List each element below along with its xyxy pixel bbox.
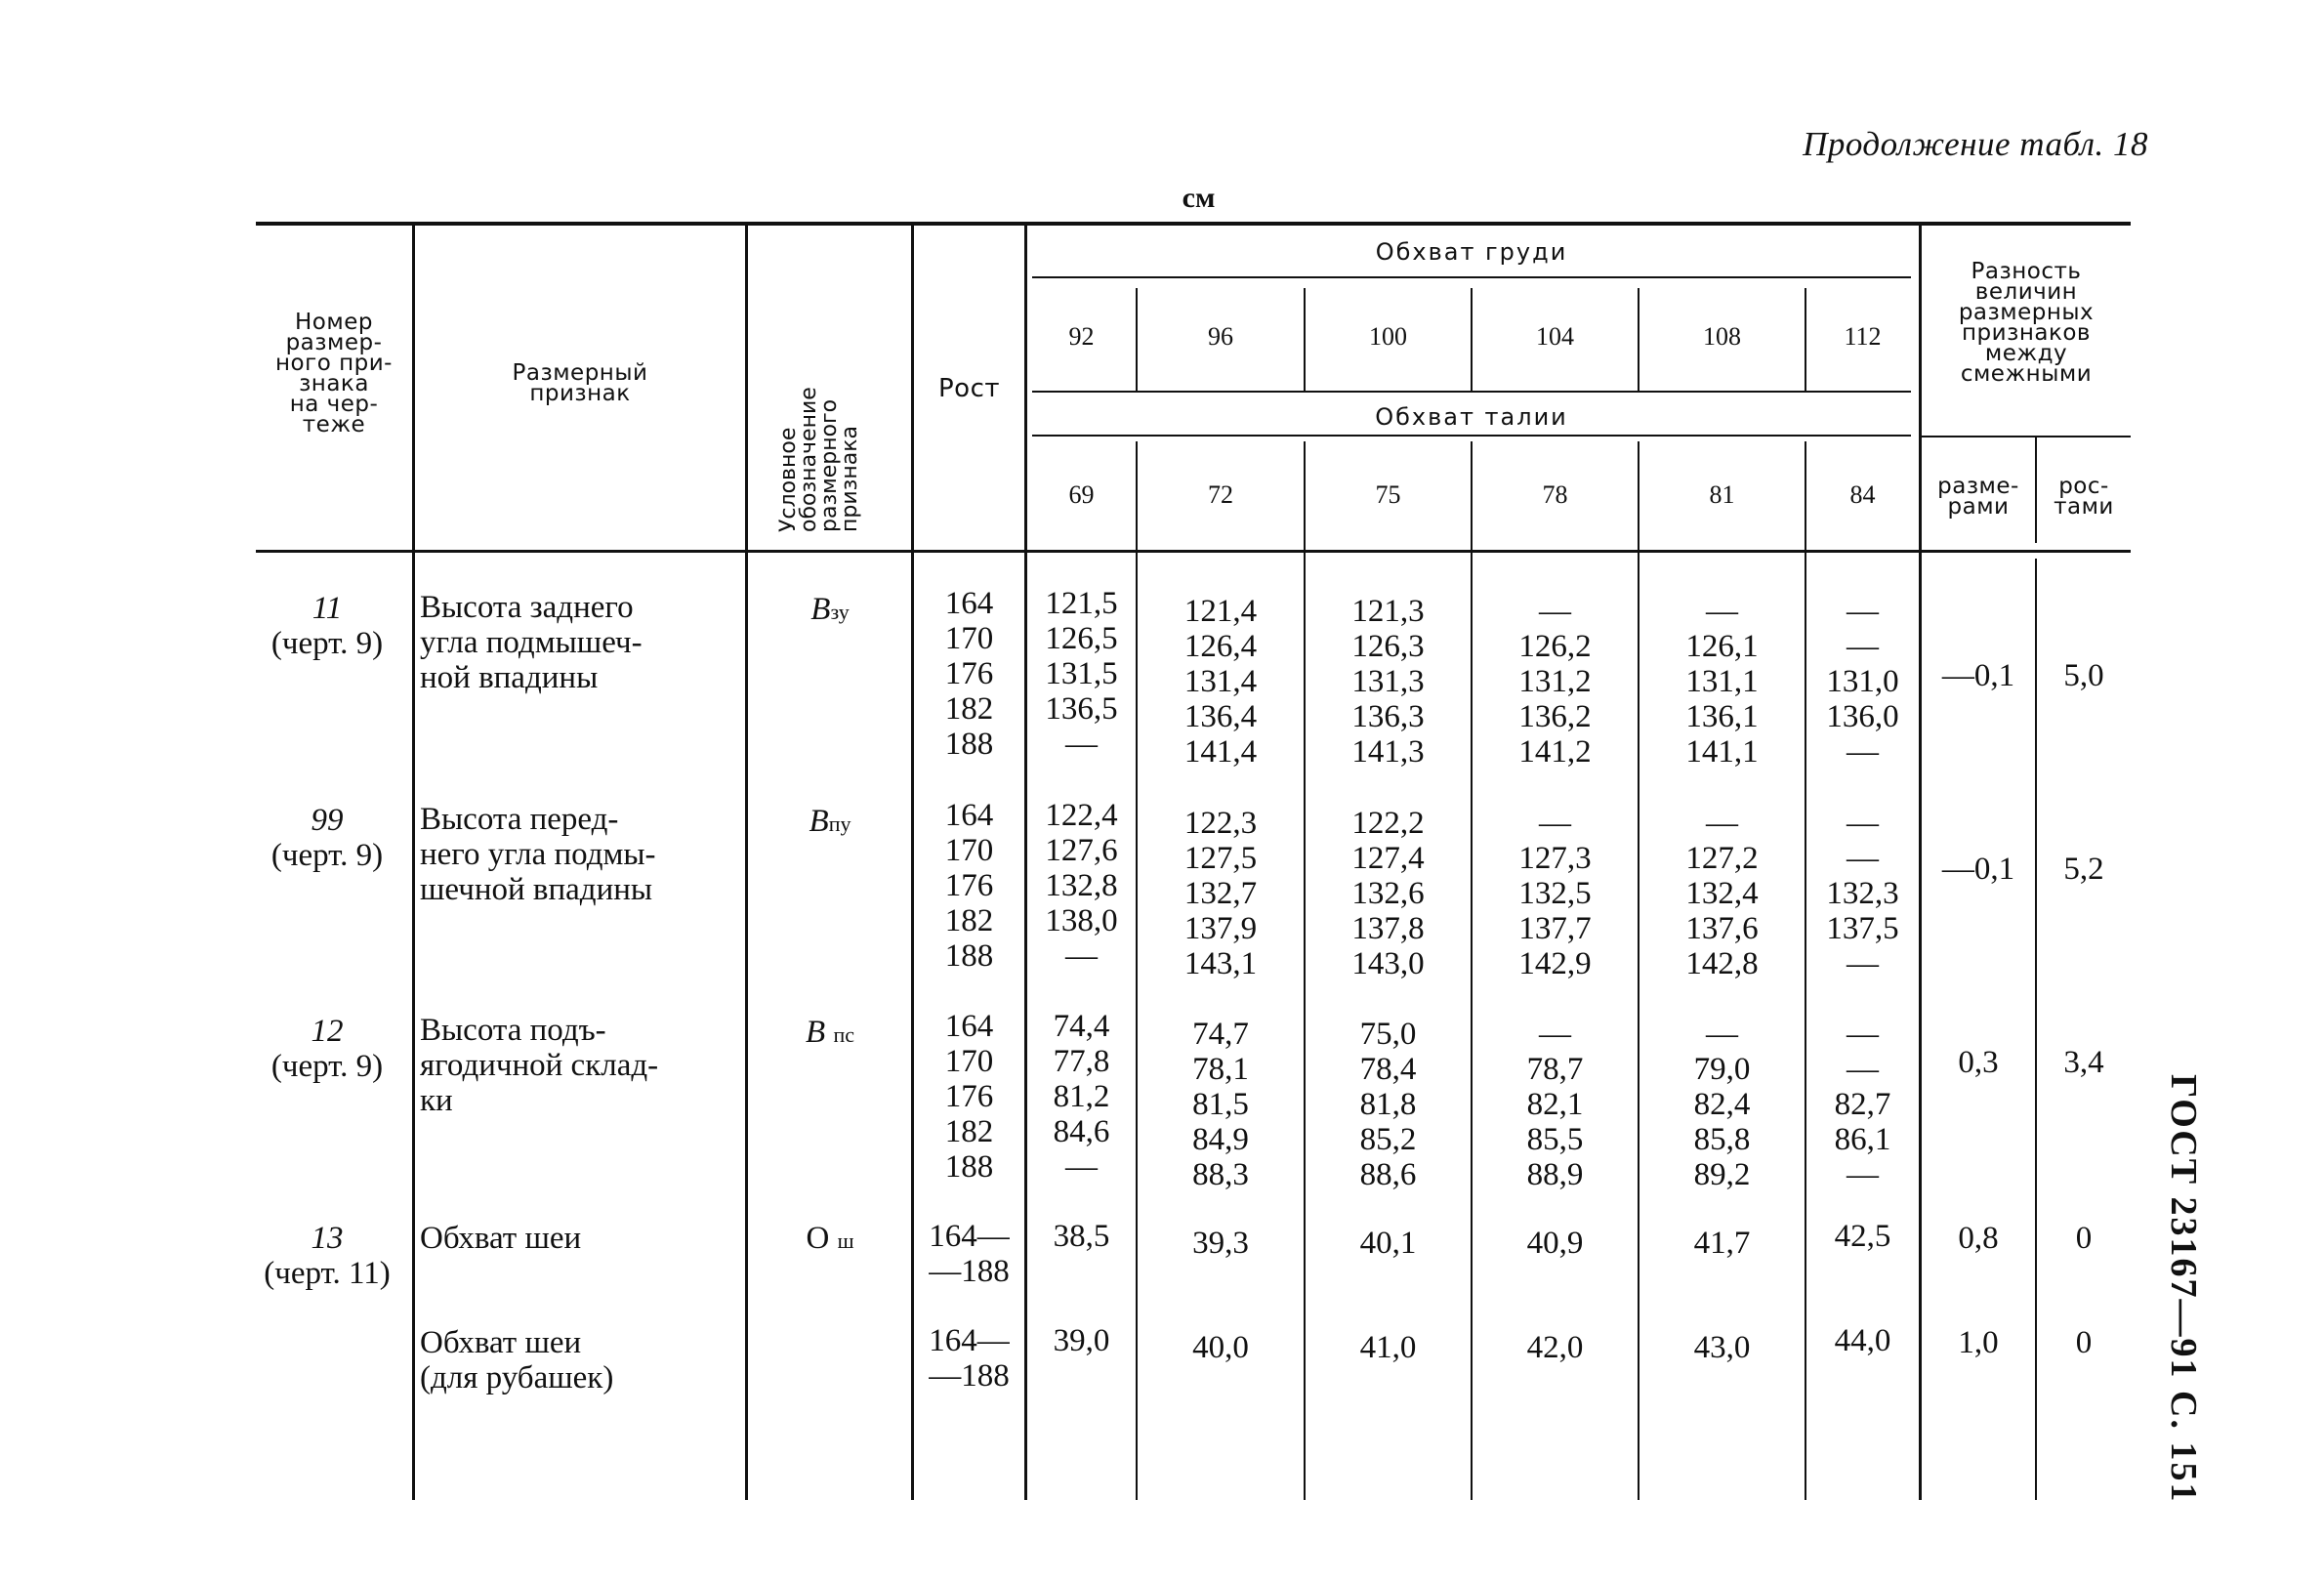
- waist-72: 72: [1208, 480, 1233, 509]
- values-92: 74,4 77,8 81,2 84,6 —: [1053, 1009, 1110, 1185]
- header-symbol: Условное обозначение размерного признака: [776, 387, 862, 532]
- feature-name: Обхват шеи (для рубашек): [420, 1325, 614, 1395]
- values-96: 74,7 78,1 81,5 84,9 88,3: [1192, 1017, 1249, 1192]
- diff-sizes-value: 1,0: [1958, 1325, 1999, 1360]
- values-112: — — 132,3 137,5 —: [1826, 806, 1899, 981]
- waist-69: 69: [1068, 480, 1095, 509]
- values-112: 42,5: [1834, 1219, 1891, 1254]
- values-108: — 127,2 132,4 137,6 142,8: [1685, 806, 1759, 981]
- values-92: 122,4 127,6 132,8 138,0 —: [1045, 798, 1118, 974]
- feature-name: Высота подъ- ягодичной склад- ки: [420, 1013, 659, 1118]
- row-number: 12: [311, 1014, 344, 1049]
- header-diff-sizes: разме- рами: [1937, 474, 2019, 520]
- waist-78: 78: [1542, 480, 1568, 509]
- height-values: 164— —188: [929, 1219, 1010, 1289]
- header-diff-heights: рос- тами: [2054, 474, 2114, 520]
- height-values: 164 170 176 182 188: [944, 586, 994, 762]
- feature-symbol: Впу: [809, 804, 851, 839]
- values-108: 43,0: [1693, 1330, 1751, 1365]
- values-100: 75,0 78,4 81,8 85,2 88,6: [1359, 1017, 1417, 1192]
- header-feature: Размерный признак: [512, 360, 648, 406]
- values-104: — 126,2 131,2 136,2 141,2: [1518, 594, 1592, 770]
- diff-sizes-value: 0,8: [1958, 1221, 1999, 1256]
- unit-label: см: [1182, 182, 1216, 214]
- chest-112: 112: [1844, 322, 1882, 351]
- values-108: — 79,0 82,4 85,8 89,2: [1693, 1017, 1751, 1192]
- table-caption: Продолжение табл. 18: [1803, 125, 2148, 163]
- header-height: Рост: [937, 374, 1001, 403]
- feature-name: Высота заднего угла подмышеч- ной впадины: [420, 590, 643, 695]
- diff-sizes-value: —0,1: [1941, 852, 2015, 887]
- diff-heights-value: 0: [2075, 1325, 2093, 1360]
- diff-sizes-value: —0,1: [1941, 658, 2015, 693]
- diff-heights-value: 0: [2075, 1221, 2093, 1256]
- height-values: 164— —188: [929, 1323, 1010, 1394]
- side-standard-label: ГОСТ 23167—91 С. 151: [2163, 1074, 2204, 1504]
- row-number: 99: [311, 803, 344, 838]
- values-96: 39,3: [1192, 1226, 1249, 1261]
- feature-name: Высота перед- него угла подмы- шечной впадины: [420, 802, 656, 907]
- waist-84: 84: [1849, 480, 1876, 509]
- values-108: 41,7: [1693, 1226, 1751, 1261]
- row-number: 11: [311, 591, 343, 626]
- values-92: 39,0: [1053, 1323, 1110, 1358]
- height-values: 164 170 176 182 188: [944, 798, 994, 974]
- values-104: 42,0: [1526, 1330, 1584, 1365]
- header-difference: Разность величин размерных признаков между смежными: [1958, 259, 2095, 387]
- chest-108: 108: [1703, 322, 1741, 351]
- chest-96: 96: [1208, 322, 1233, 351]
- values-92: 121,5 126,5 131,5 136,5 —: [1045, 586, 1118, 762]
- chest-100: 100: [1369, 322, 1407, 351]
- height-values: 164 170 176 182 188: [944, 1009, 994, 1185]
- values-100: 41,0: [1359, 1330, 1417, 1365]
- feature-symbol: О ш: [806, 1221, 854, 1256]
- waist-75: 75: [1375, 480, 1401, 509]
- row-drawing-ref: (черт. 9): [270, 838, 384, 873]
- values-92: 38,5: [1053, 1219, 1110, 1254]
- diff-heights-value: 5,2: [2063, 852, 2104, 887]
- row-drawing-ref: (черт. 11): [264, 1256, 391, 1291]
- diff-heights-value: 3,4: [2063, 1045, 2104, 1080]
- values-100: 122,2 127,4 132,6 137,8 143,0: [1351, 806, 1425, 981]
- header-number: Номер размер- ного при- знака на чер- теже: [275, 310, 393, 437]
- chest-104: 104: [1536, 322, 1574, 351]
- row-number: 13: [311, 1221, 344, 1256]
- feature-name: Обхват шеи: [420, 1221, 582, 1256]
- chest-92: 92: [1068, 322, 1095, 351]
- values-104: 40,9: [1526, 1226, 1584, 1261]
- feature-symbol: В пс: [806, 1015, 854, 1050]
- diff-sizes-value: 0,3: [1958, 1045, 1999, 1080]
- values-112: — — 82,7 86,1 —: [1834, 1017, 1891, 1192]
- values-100: 121,3 126,3 131,3 136,3 141,3: [1351, 594, 1425, 770]
- values-108: — 126,1 131,1 136,1 141,1: [1685, 594, 1759, 770]
- header-chest: Обхват груди: [1375, 238, 1568, 266]
- values-112: — — 131,0 136,0 —: [1826, 594, 1899, 770]
- row-drawing-ref: (черт. 9): [270, 626, 384, 661]
- diff-heights-value: 5,0: [2063, 658, 2104, 693]
- waist-81: 81: [1709, 480, 1735, 509]
- header-waist: Обхват талии: [1375, 403, 1568, 431]
- values-96: 122,3 127,5 132,7 137,9 143,1: [1183, 806, 1258, 981]
- values-100: 40,1: [1359, 1226, 1417, 1261]
- values-104: — 78,7 82,1 85,5 88,9: [1526, 1017, 1584, 1192]
- row-drawing-ref: (черт. 9): [270, 1049, 384, 1084]
- feature-symbol: Взу: [810, 592, 850, 627]
- values-96: 40,0: [1192, 1330, 1249, 1365]
- values-112: 44,0: [1834, 1323, 1891, 1358]
- values-104: — 127,3 132,5 137,7 142,9: [1518, 806, 1592, 981]
- values-96: 121,4 126,4 131,4 136,4 141,4: [1183, 594, 1258, 770]
